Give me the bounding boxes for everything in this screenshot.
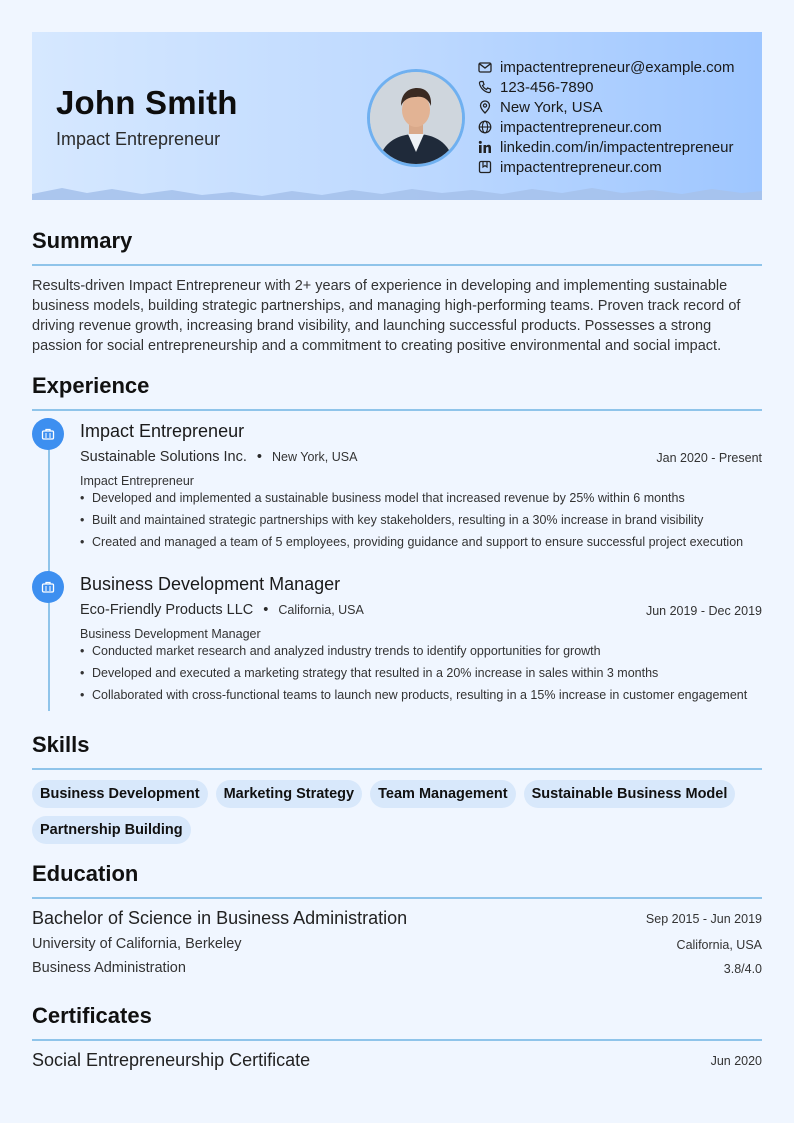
summary-section (32, 228, 762, 356)
skill-chips (32, 780, 762, 844)
section-divider (32, 409, 762, 411)
contact-email-text: impactentrepreneur@example.com (500, 58, 735, 76)
job-location: California, USA (278, 603, 364, 617)
education-field: Business Administration (32, 960, 186, 976)
linkedin-icon (478, 140, 492, 154)
email-icon (478, 60, 492, 74)
contact-website[interactable] (478, 117, 735, 137)
contact-email[interactable] (478, 57, 735, 77)
summary-heading: Summary (32, 228, 133, 253)
candidate-name: John Smith (56, 84, 238, 121)
certificates-section (32, 1003, 762, 1083)
job-subtitle: Business Development Manager (80, 627, 261, 641)
job-company: Sustainable Solutions Inc. (80, 449, 247, 465)
job-subtitle: Impact Entrepreneur (80, 474, 194, 488)
job-bullet: • Collaborated with cross-functional teams to launch new products, resulting in a 15% increase in customer engagement (80, 684, 747, 706)
job-title: Business Development Manager (80, 574, 341, 594)
section-divider (32, 768, 762, 770)
job-bullet: • Developed and executed a marketing strategy that resulted in a 20% increase in sales within 3 months (80, 662, 747, 684)
certificates-heading: Certificates (32, 1003, 152, 1028)
contact-location (478, 97, 735, 117)
briefcase-icon (41, 427, 55, 441)
portfolio-icon (478, 160, 492, 174)
phone-icon (478, 80, 492, 94)
location-pin-icon (478, 100, 492, 114)
skills-section (32, 732, 762, 844)
education-location: California, USA (676, 938, 762, 952)
contact-portfolio[interactable] (478, 157, 735, 177)
contact-linkedin-text: linkedin.com/in/impactentrepreneur (500, 138, 734, 156)
job-bullet: • Developed and implemented a sustainable business model that increased revenue by 25% within 6 months (80, 487, 743, 509)
experience-job (32, 418, 762, 568)
education-dates: Sep 2015 - Jun 2019 (645, 912, 762, 926)
contact-list (478, 57, 735, 177)
job-company: Eco-Friendly Products LLC (80, 602, 254, 618)
job-bullets (80, 487, 743, 553)
section-divider (32, 897, 762, 899)
separator-dot: • (256, 449, 262, 465)
skill-chip: Team Management (370, 780, 515, 808)
contact-phone[interactable] (478, 77, 735, 97)
candidate-role: Impact Entrepreneur (56, 129, 221, 149)
section-divider (32, 1039, 762, 1041)
header-wave-decoration (32, 184, 762, 200)
certificate-date: Jun 2020 (710, 1054, 762, 1068)
globe-icon (478, 120, 492, 134)
experience-job (32, 571, 762, 721)
education-gpa: 3.8/4.0 (723, 962, 762, 976)
briefcase-icon (41, 580, 55, 594)
job-location: New York, USA (272, 450, 358, 464)
job-bullet: • Conducted market research and analyzed industry trends to identify opportunities for growth (80, 640, 747, 662)
job-bullet: • Built and maintained strategic partnerships with key stakeholders, resulting in a 30% increase in brand visibility (80, 509, 743, 531)
skill-chip: Marketing Strategy (216, 780, 363, 808)
job-dates: Jun 2019 - Dec 2019 (645, 604, 762, 618)
job-dot (32, 418, 64, 450)
contact-portfolio-text: impactentrepreneur.com (500, 158, 662, 176)
job-title: Impact Entrepreneur (80, 421, 245, 441)
job-dot (32, 571, 64, 603)
contact-linkedin[interactable] (478, 137, 735, 157)
skill-chip: Sustainable Business Model (524, 780, 736, 808)
contact-website-text: impactentrepreneur.com (500, 118, 662, 136)
skill-chip: Partnership Building (32, 816, 191, 844)
avatar-photo (370, 72, 462, 164)
resume-header (32, 32, 762, 200)
education-degree: Bachelor of Science in Business Administration (32, 908, 408, 928)
experience-heading: Experience (32, 373, 150, 398)
contact-phone-text: 123-456-7890 (500, 78, 594, 96)
job-bullets (80, 640, 747, 706)
avatar (367, 69, 465, 167)
section-divider (32, 264, 762, 266)
skill-chip: Business Development (32, 780, 208, 808)
job-company-line (80, 449, 357, 465)
job-company-line (80, 602, 364, 618)
skills-heading: Skills (32, 732, 90, 757)
summary-text: Results-driven Impact Entrepreneur with 2+ years of experience in developing and implementing sustainable business models, building strategic partnerships, and managing high-performing teams. Proven track record of driving revenue growth, increasing brand visibility, and launching successful products. Possesses a strong passion for social entrepreneurship and a commitment to creating positive environmental and social impact. (32, 278, 741, 354)
certificate-name: Social Entrepreneurship Certificate (32, 1050, 311, 1070)
job-bullet: • Created and managed a team of 5 employees, providing guidance and support to ensure successful project execution (80, 531, 743, 553)
separator-dot: • (263, 602, 269, 618)
education-school: University of California, Berkeley (32, 936, 242, 952)
experience-section (32, 373, 762, 411)
education-heading: Education (32, 861, 139, 886)
education-section (32, 861, 762, 981)
job-dates: Jan 2020 - Present (656, 451, 762, 465)
contact-location-text: New York, USA (500, 98, 603, 116)
